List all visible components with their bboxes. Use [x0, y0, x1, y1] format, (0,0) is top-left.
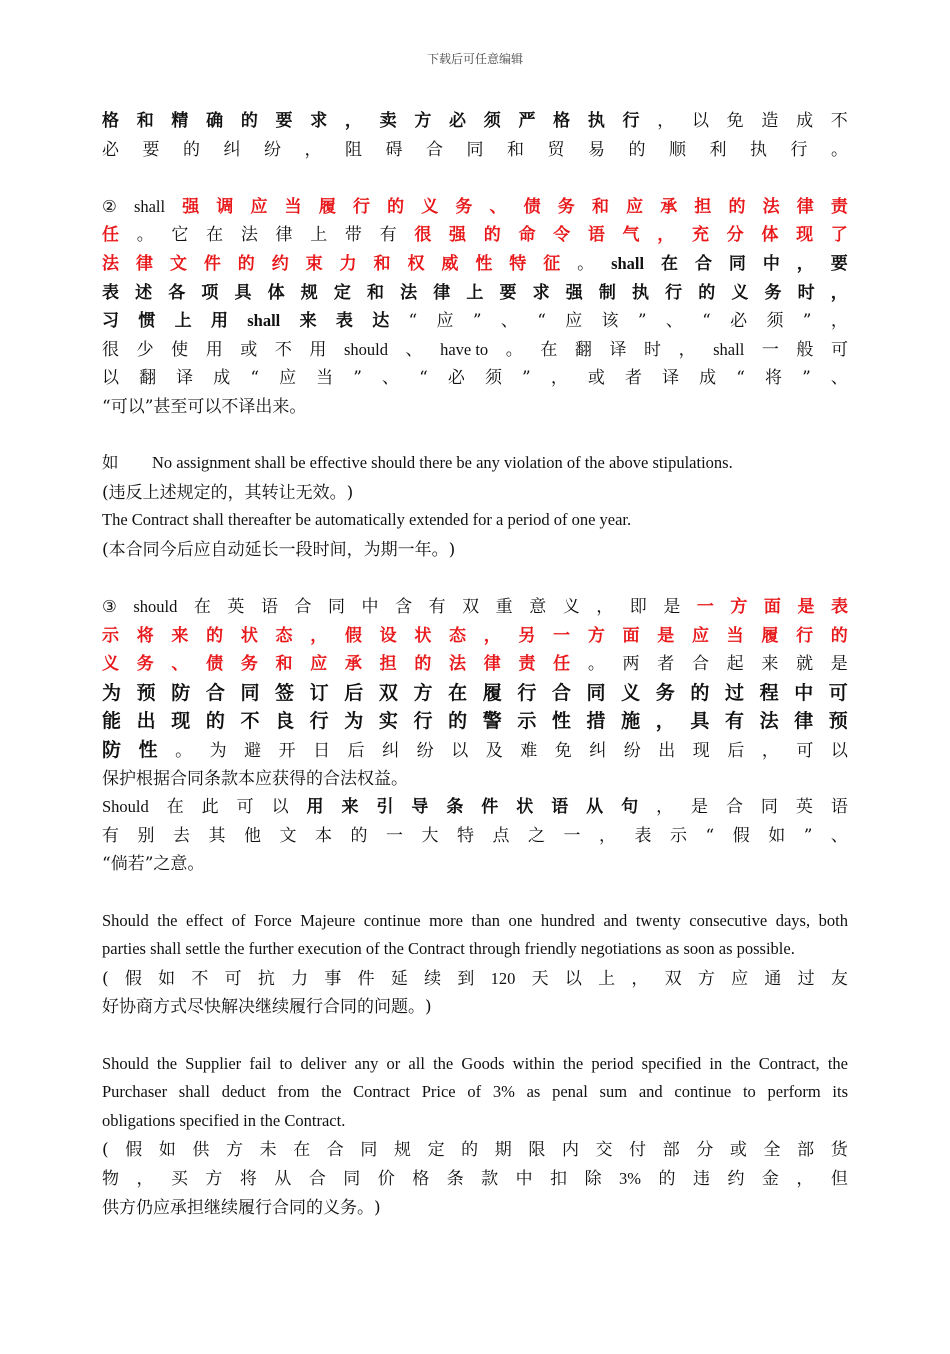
supplier-en-1: Should the Supplier fail to deliver any or all the Goods within the period specified in the Contract, the: [102, 1053, 848, 1073]
supplier-zh-2: 物 ， 买 方 将 从 合 同 价 格 条 款 中 扣 除 3% 的 违 约 金 ， 但: [102, 1168, 848, 1189]
should-line-1: ③ should 在 英 语 合 同 中 含 有 双 重 意 义 ， 即 是 一 方 面 是 表: [102, 597, 848, 618]
shall-example-1-en: [102, 449, 848, 478]
force-majeure-zh-2: 好 协 商 方 式 尽 快 解 决 继 续 履 行 合 同 的 问 题 。 ): [102, 997, 432, 1018]
shall-example-1-text: No assignment shall be effective should there be any violation of the above stipulations.: [152, 453, 733, 473]
shall-line-8: “ 可 以 ” 甚 至 可 以 不 译 出 来 。: [102, 396, 307, 417]
supplier-zh-1: ( 假 如 供 方 未 在 合 同 规 定 的 期 限 内 交 付 部 分 或 全 部 货: [102, 1140, 848, 1161]
shall-line-6: 很 少 使 用 或 不 用 should 、 have to 。 在 翻 译 时 ， shall 一 般 可: [102, 339, 848, 360]
shall-line-4: 表 述 各 项 具 体 规 定 和 法 律 上 要 求 强 制 执 行 的 义 务 时 ，: [102, 282, 848, 303]
shall-line-7: 以 翻 译 成 “ 应 当 ” 、 “ 必 须 ” ， 或 者 译 成 “ 将 ” 、: [102, 368, 848, 389]
shall-example-2-en: The Contract shall thereafter be automatically extended for a period of one year.: [102, 510, 632, 530]
force-majeure-en-2: parties shall settle the further execution of the Contract through friendly negotiations as soon as possible.: [102, 939, 795, 959]
should-line-6: 防 性 。 为 避 开 日 后 纠 纷 以 及 难 免 纠 纷 出 现 后 ， 可 以: [102, 739, 848, 762]
supplier-en-2: Purchaser shall deduct from the Contract Price of 3% as penal sum and continue to perform its: [102, 1082, 848, 1102]
shall-line-5: 习 惯 上 用 shall 来 表 达 “ 应 ” 、 “ 应 该 ” 、 “ 必 须 ” ，: [102, 311, 848, 332]
intro-line-2: 必 要 的 纠 纷 ， 阻 碍 合 同 和 贸 易 的 顺 利 执 行 。: [102, 139, 848, 160]
shall-example-1-zh: ( 违 反 上 述 规 定 的 ， 其 转 让 无 效 。 ): [102, 482, 354, 503]
page-header-note: 下载后可任意编辑: [426, 52, 523, 66]
example-prefix: 如: [102, 453, 119, 473]
should-line-5: 能 出 现 的 不 良 行 为 实 行 的 警 示 性 措 施 ， 具 有 法 律 预: [102, 710, 848, 733]
should-line-3: 义 务 、 债 务 和 应 承 担 的 法 律 责 任 。 两 者 合 起 来 就 是: [102, 654, 848, 675]
force-majeure-zh-1: ( 假 如 不 可 抗 力 事 件 延 续 到 120 天 以 上 ， 双 方 应 通 过 友: [102, 968, 848, 989]
should-line-8: Should 在 此 可 以 用 来 引 导 条 件 状 语 从 句 ， 是 合 同 英 语: [102, 797, 848, 818]
shall-line-2: 任 。 它 在 法 律 上 带 有 很 强 的 命 令 语 气 ， 充 分 体 现 了: [102, 225, 848, 246]
shall-line-1: ② shall 强 调 应 当 履 行 的 义 务 、 债 务 和 应 承 担 的 法 律 责: [102, 196, 848, 217]
intro-line-1: 格 和 精 确 的 要 求 ， 卖 方 必 须 严 格 执 行 ， 以 免 造 成 不: [102, 111, 848, 131]
supplier-en-3: obligations specified in the Contract.: [102, 1110, 346, 1130]
should-line-4: 为 预 防 合 同 签 订 后 双 方 在 履 行 合 同 义 务 的 过 程 中 可: [102, 681, 848, 704]
should-line-2: 示 将 来 的 状 态 ， 假 设 状 态 ， 另 一 方 面 是 应 当 履 行 的: [102, 625, 848, 646]
should-line-7: 保 护 根 据 合 同 条 款 本 应 获 得 的 合 法 权 益 。: [102, 768, 408, 789]
should-line-9: 有 别 去 其 他 文 本 的 一 大 特 点 之 一 ， 表 示 “ 假 如 ” 、: [102, 825, 848, 846]
shall-example-2-zh: ( 本 合 同 今 后 应 自 动 延 长 一 段 时 间 ， 为 期 一 年 。 ): [102, 539, 456, 560]
document-body: [102, 106, 848, 1221]
should-line-10: “ 倘 若 ” 之 意 。: [102, 854, 205, 875]
supplier-zh-3: 供 方 仍 应 承 担 继 续 履 行 合 同 的 义 务 。 ): [102, 1197, 381, 1218]
force-majeure-en-1: Should the effect of Force Majeure continue more than one hundred and twenty consecutive days, both: [102, 910, 848, 930]
shall-line-3: 法 律 文 件 的 约 束 力 和 权 威 性 特 征 。 shall 在 合 同 中 ， 要: [102, 253, 848, 274]
